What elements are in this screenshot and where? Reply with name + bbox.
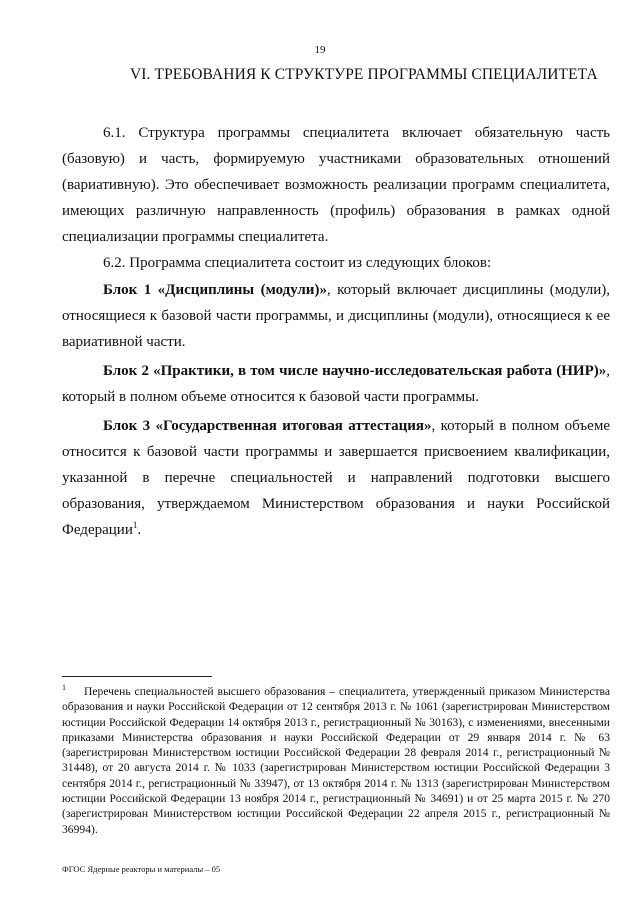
block-3-title: Блок 3 «Государственная итоговая аттестация» xyxy=(103,418,432,435)
block-2-title: Блок 2 «Практики, в том числе научно-исследовательская работа (НИР)» xyxy=(103,362,607,379)
footnote-text: Перечень специальностей высшего образования – специалитета, утвержденный приказом Министерства образования и науки Российской Федерации от 12 сентября 2013 г. № 1061 (зарегистрирован Министерством юстиции Российской Федерации 14 октября 2013 г., регистрационный № 30163), с изменениями, внесенными приказами Министерства образования и науки Российской Федерации от 29 января 2014 г. № 63 (зарегистрирован Министерством юстиции Российской Федерации 28 февраля 2014 г., регистрационный № 31448), от 20 августа 2014 г. № 1033 (зарегистрирован Министерством юстиции Российской Федерации 3 сентября 2014 г., регистрационный № 33947), от 13 октября 2014 г. № 1313 (зарегистрирован Министерством юстиции Российской Федерации 13 ноября 2014 г., регистрационный № 34691) и от 25 марта 2015 г. № 270 (зарегистрирован Министерством юстиции Российской Федерации 22 апреля 2015 г., регистрационный № 36994). xyxy=(62,685,610,836)
footnote: $^1$ Перечень специальностей высшего образования – специалитета, утвержденный приказом Министерства образования и науки Российской Федерации от 12 сентября 2013 г. № 1061 (зарегистрирован Министерством юстиции Российской Федерации 14 октября 2013 г., регистрационный № 30163), с изменениями, внесенными приказами Министерства образования и науки Российской Федерации от 29 января 2014 г. № 63 (зарегистрирован Министерством юстиции Российской Федерации 28 февраля 2014 г., регистрационный № 31448), от 20 августа 2014 г. № 1033 (зарегистрирован Министерством юстиции Российской Федерации 3 сентября 2014 г., регистрационный № 33947), от 13 октября 2014 г. № 1313 (зарегистрирован Министерством юстиции Российской Федерации 13 ноября 2014 г., регистрационный № 34691) и от 25 марта 2015 г. № 270 (зарегистрирован Министерством юстиции Российской Федерации 22 апреля 2015 г., регистрационный № 36994). xyxy=(62,683,610,836)
page-number: 19 xyxy=(314,44,326,56)
block-3-end: . xyxy=(137,522,142,539)
paragraph-block-3 xyxy=(62,413,610,543)
paragraph-block-2 xyxy=(62,358,610,410)
block-3-text: , который в полном объеме относится к базовой части программы и завершается присвоением квалификации, указанной в перечне специальностей и направлений подготовки высшего образования, утверждаемом Министерством образования и науки Российской Федерации xyxy=(62,418,610,539)
page-footer: ФГОС Ядерные реакторы и материалы – 05 xyxy=(62,864,221,874)
block-2-text: , который в полном объеме относится к базовой части программы. xyxy=(62,362,610,405)
section-title: VI. ТРЕБОВАНИЯ К СТРУКТУРЕ ПРОГРАММЫ СПЕЦИАЛИТЕТА xyxy=(130,66,598,83)
body-text xyxy=(62,120,610,544)
footnote-reference[interactable]: 1 xyxy=(132,520,138,531)
paragraph-block-1 xyxy=(62,277,610,355)
block-1-text: , который включает дисциплины (модули), относящиеся к базовой части программы, и дисциплины (модули), относящиеся к ее вариативной части. xyxy=(62,281,611,350)
footnote-divider xyxy=(62,676,212,677)
block-1-title: Блок 1 «Дисциплины (модули)» xyxy=(103,281,327,298)
paragraph-6-1: 6.1. Структура программы специалитета включает обязательную часть (базовую) и часть, формируемую участниками образовательных отношений (вариативную). Это обеспечивает возможность реализации программ специалитета, имеющих различную направленность (профиль) образования в рамках одной специализации программы специалитета. xyxy=(62,125,610,246)
paragraph-6-2: 6.2. Программа специалитета состоит из следующих блоков: xyxy=(103,255,492,272)
